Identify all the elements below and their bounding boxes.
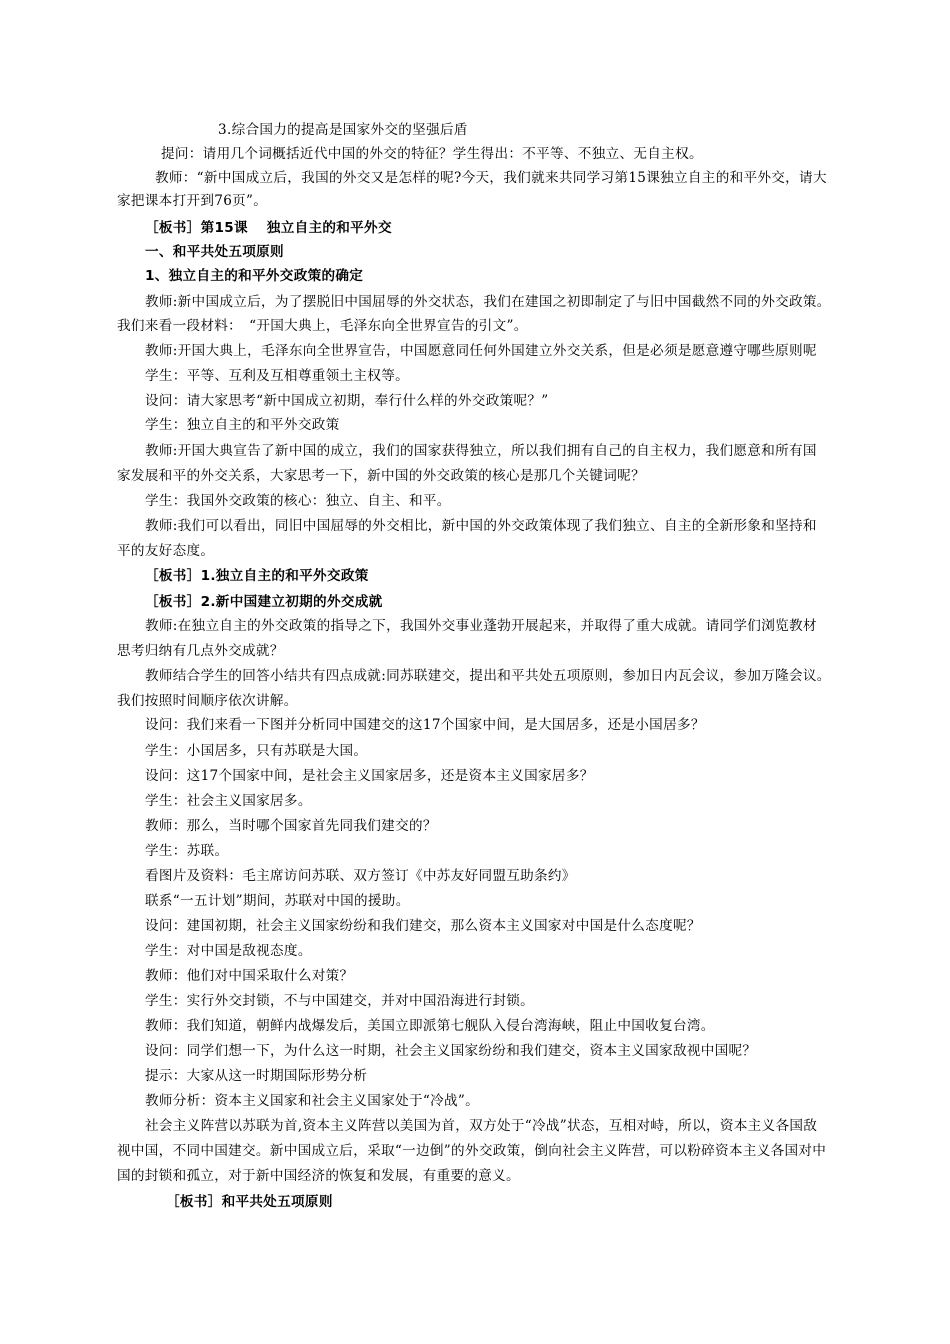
text-line: 家把课本打开到76页”。	[117, 193, 268, 209]
text-line: 视中国，不同中国建交。新中国成立后，采取“一边倒”的外交政策，倒向社会主义阵营，可以粉碎资本主义各国对中	[117, 1143, 827, 1159]
text-line: 教师:在独立自主的外交政策的指导之下，我国外交事业蓬勃开展起来，并取得了重大成就。请同学们浏览教材	[145, 618, 817, 634]
text-line: 3.综合国力的提高是国家外交的坚强后盾	[218, 122, 468, 138]
text-line: 学生：独立自主的和平外交政策	[145, 417, 340, 433]
text-line: 教师结合学生的回答小结共有四点成就:同苏联建交，提出和平共处五项原则，参加日内瓦会议，参加万隆会议。	[145, 668, 831, 684]
text-line: 教师:开国大典上，毛泽东向全世界宣告，中国愿意同任何外国建立外交关系，但是必须是愿意遵守哪些原则呢	[145, 343, 817, 359]
section-heading: 一、和平共处五项原则	[145, 244, 284, 260]
board-heading: ［板书］和平共处五项原则	[166, 1194, 333, 1210]
text-line: 教师：我们知道，朝鲜内战爆发后，美国立即派第七舰队入侵台湾海峡，阻止中国收复台湾。	[145, 1018, 715, 1034]
text-line: 国的封锁和孤立，对于新中国经济的恢复和发展，有重要的意义。	[117, 1168, 520, 1184]
text-line: 我们按照时间顺序依次讲解。	[117, 693, 298, 709]
text-line: 平的友好态度。	[117, 543, 215, 559]
text-line: 教师：“新中国成立后，我国的外交又是怎样的呢?今天，我们就来共同学习第15课独立自主的和平外交，请大	[155, 170, 827, 186]
text-line: 提问：请用几个词概括近代中国的外交的特征？学生得出：不平等、不独立、无自主权。	[161, 146, 703, 162]
board-heading: ［板书］第15课 独立自主的和平外交	[145, 220, 392, 236]
board-heading: ［板书］1.独立自主的和平外交政策	[145, 568, 369, 584]
text-line: 教师:新中国成立后，为了摆脱旧中国屈辱的外交状态，我们在建国之初即制定了与旧中国截然不同的外交政策。	[145, 294, 831, 310]
text-line: 设问：这17个国家中间，是社会主义国家居多，还是资本主义国家居多？	[145, 768, 594, 784]
text-line: 看图片及资料：毛主席访问苏联、双方签订《中苏友好同盟互助条约》	[145, 868, 576, 884]
text-line: 社会主义阵营以苏联为首,资本主义阵营以美国为首，双方处于“冷战”状态，互相对峙，所以，资本主义各国敌	[145, 1118, 818, 1134]
text-line: 设问：同学们想一下，为什么这一时期，社会主义国家纷纷和我们建交，资本主义国家敌视中国呢？	[145, 1043, 757, 1059]
text-line: 学生：实行外交封锁，不与中国建交，并对中国沿海进行封锁。	[145, 993, 535, 1009]
text-line: 学生：我国外交政策的核心：独立、自主、和平。	[145, 493, 451, 509]
text-line: 教师：那么，当时哪个国家首先同我们建交的？	[145, 818, 437, 834]
text-line: 思考归纳有几点外交成就？	[117, 643, 284, 659]
text-line: 设问：建国初期，社会主义国家纷纷和我们建交，那么资本主义国家对中国是什么态度呢？	[145, 918, 701, 934]
text-line: 学生：对中国是敌视态度。	[145, 943, 312, 959]
board-heading: ［板书］2.新中国建立初期的外交成就	[145, 594, 383, 610]
subsection-heading: 1、独立自主的和平外交政策的确定	[145, 268, 364, 284]
text-line: 教师：他们对中国采取什么对策？	[145, 968, 354, 984]
text-line: 设问：请大家思考“新中国成立初期，奉行什么样的外交政策呢？”	[145, 393, 549, 409]
text-line: 设问：我们来看一下图并分析同中国建交的这17个国家中间，是大国居多，还是小国居多？	[145, 717, 705, 733]
text-line: 学生：小国居多，只有苏联是大国。	[145, 743, 368, 759]
text-line: 学生：平等、互利及互相尊重领土主权等。	[145, 368, 409, 384]
text-line: 提示：大家从这一时期国际形势分析	[145, 1068, 368, 1084]
text-line: 学生：苏联。	[145, 843, 229, 859]
text-line: 教师:我们可以看出，同旧中国屈辱的外交相比，新中国的外交政策体现了我们独立、自主的全新形象和坚持和	[145, 518, 817, 534]
text-line: 联系“一五计划”期间，苏联对中国的援助。	[145, 893, 410, 909]
text-line: 我们来看一段材料： “开国大典上，毛泽东向全世界宣告的引文”。	[117, 318, 528, 334]
text-line: 教师:开国大典宣告了新中国的成立，我们的国家获得独立，所以我们拥有自己的自主权力，我们愿意和所有国	[145, 443, 817, 459]
text-line: 教师分析：资本主义国家和社会主义国家处于“冷战”。	[145, 1093, 480, 1109]
text-line: 学生：社会主义国家居多。	[145, 793, 312, 809]
text-line: 家发展和平的外交关系，大家思考一下，新中国的外交政策的核心是那几个关键词呢？	[117, 468, 645, 484]
